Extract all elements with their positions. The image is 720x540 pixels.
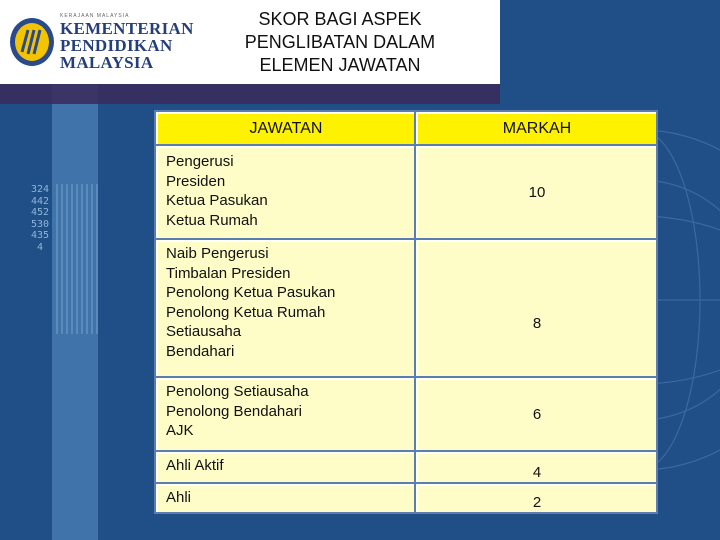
table-cell-markah: 8 (416, 240, 656, 376)
logo-wordmark (60, 20, 194, 71)
header-jawatan: JAWATAN (156, 112, 414, 144)
table-cell-markah: 2 (416, 484, 656, 512)
logo-line: MALAYSIA (60, 53, 154, 72)
logo-caption: KERAJAAN MALAYSIA (60, 13, 130, 19)
table-cell-jawatan: Penolong Setiausaha Penolong Bendahari AJK (156, 378, 414, 450)
table-cell-jawatan: Ahli (156, 484, 414, 512)
barcode-decoration (56, 184, 100, 334)
table-cell-markah: 6 (416, 378, 656, 450)
score-table (154, 110, 658, 514)
table-cell-jawatan: Pengerusi Presiden Ketua Pasukan Ketua Rumah (156, 146, 414, 238)
ministry-logo-icon (8, 16, 56, 68)
table-cell-jawatan: Ahli Aktif (156, 452, 414, 482)
barcode-digits: 3244424525304354 (30, 184, 50, 253)
page-title (210, 8, 470, 77)
table-cell-markah: 4 (416, 452, 656, 482)
logo-line: PENDIDIKAN (60, 36, 173, 55)
title-line: SKOR BAGI ASPEK (258, 9, 422, 29)
title-line: ELEMEN JAWATAN (259, 55, 421, 75)
table-cell-jawatan: Naib Pengerusi Timbalan Presiden Penolong Ketua Pasukan Penolong Ketua Rumah Setiausaha Bendahari (156, 240, 414, 376)
header-markah: MARKAH (416, 112, 656, 144)
title-line: PENGLIBATAN DALAM (244, 32, 436, 52)
header-stripe (0, 84, 500, 104)
logo-line: KEMENTERIAN (60, 19, 194, 38)
table-cell-markah: 10 (416, 146, 656, 238)
